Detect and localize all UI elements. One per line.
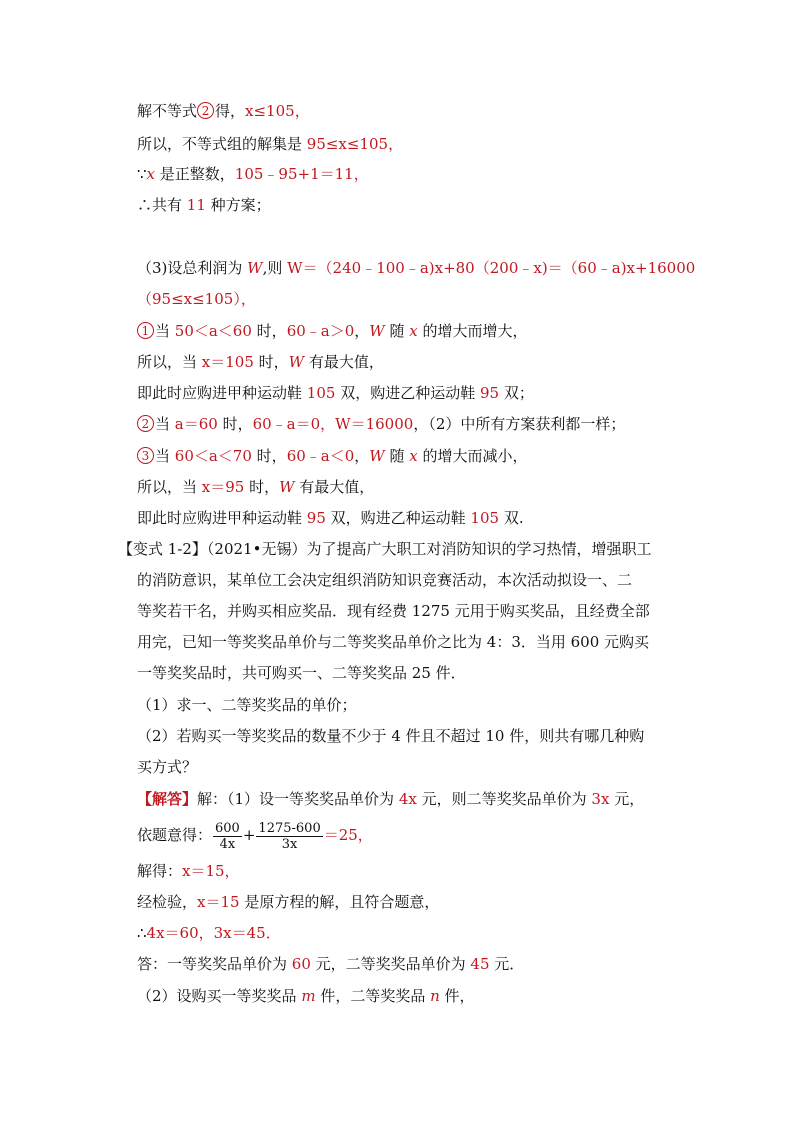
math-expression: 60﹣a＞0 [286, 322, 355, 340]
math-variable: x [146, 165, 156, 183]
text: 双，购进乙种运动鞋 [325, 509, 471, 527]
question-1: （1）求一、二等奖奖品的单价； [137, 696, 357, 714]
text: 当 [155, 415, 175, 433]
text: 双，购进乙种运动鞋 [335, 384, 480, 402]
text: 解不等式 [137, 102, 198, 120]
text: 所以，不等式组的解集是 [137, 135, 307, 153]
text: 经检验， [137, 893, 198, 911]
problem-line-1: 【变式 1-2】（2021•无锡）为了提高广大职工对消防知识的学习热情，增强职工 [118, 540, 652, 558]
solution-line-3 [137, 163, 369, 185]
text: ∴ [137, 924, 147, 942]
math-variable: W [288, 353, 305, 371]
text: 随 [384, 447, 410, 465]
math-expression: 60﹣a＝0，W＝16000 [252, 415, 414, 433]
math-expression: 105﹣95+1＝11， [234, 165, 369, 183]
answer-line-1 [137, 788, 644, 810]
text: 元，二等奖奖品单价为 [310, 955, 471, 973]
text: 时， [217, 415, 253, 433]
text: 种方案； [205, 196, 271, 214]
math-expression: x＝15 [197, 893, 240, 911]
text: 时， [244, 478, 280, 496]
answer-line-4 [137, 891, 439, 913]
fraction-denominator: 4x [219, 836, 236, 852]
question-2-line-2: 买方式？ [137, 758, 198, 776]
number: 95 [479, 384, 500, 402]
problem-line-3: 等奖若干名，并购买相应奖品．现有经费 1275 元用于购买奖品，且经费全部 [137, 602, 650, 620]
answer-line-2 [137, 818, 373, 852]
text: 有最大值， [294, 478, 375, 496]
math-expression: a＝60 [174, 415, 218, 433]
number: 105 [470, 509, 500, 527]
answer-line-5 [137, 922, 281, 944]
answer-line-6 [137, 953, 524, 975]
text: 件，二等奖奖品 [315, 987, 431, 1005]
text: 所以，当 [137, 353, 202, 371]
math-expression: ＝25， [323, 826, 373, 844]
text: 的增大而减小， [417, 447, 528, 465]
text: ，（2）中所有方案获利都一样； [413, 415, 626, 433]
question-2-line-1: （2）若购买一等奖奖品的数量不少于 4 件且不超过 10 件，则共有哪几种购 [137, 727, 645, 745]
fraction-numerator: 600 [215, 820, 240, 836]
solution-line-11 [137, 445, 528, 467]
math-expression: W＝（240﹣100﹣a)x+80（200﹣x)＝（60﹣a)x+16000 [287, 259, 696, 277]
problem-line-2: 的消防意识，某单位工会决定组织消防知识竞赛活动，本次活动拟设一、二 [137, 571, 633, 589]
text: ， [354, 322, 370, 340]
math-variable: W [279, 478, 295, 496]
text: ∴共有 [137, 196, 187, 214]
answer-line-7 [137, 985, 475, 1007]
math-expression: x＝95 [201, 478, 245, 496]
math-variable: W [369, 322, 385, 340]
text: 时， [251, 322, 287, 340]
fraction-numerator: 1275-600 [258, 820, 321, 836]
solution-line-2 [137, 133, 403, 155]
solution-line-1 [137, 100, 310, 122]
number: 11 [186, 196, 206, 214]
text: 答：一等奖奖品单价为 [137, 955, 292, 973]
solution-line-9 [137, 382, 534, 404]
math-expression: 95≤x≤105， [306, 135, 404, 153]
text: 件， [439, 987, 475, 1005]
text: 是正整数， [155, 165, 235, 183]
text: 当 [155, 322, 175, 340]
math-expression: 3x [591, 790, 610, 808]
math-variable: W [247, 259, 263, 277]
math-variable: n [430, 987, 440, 1005]
text: 得， [215, 102, 246, 120]
math-expression: x≤105， [245, 102, 310, 120]
text: 所以，当 [137, 478, 202, 496]
plus-sign: + [242, 826, 256, 844]
math-expression: 60＜a＜70 [174, 447, 252, 465]
problem-line-4: 用完，已知一等奖奖品单价与二等奖奖品单价之比为 4：3．当用 600 元购买 [137, 633, 650, 651]
circled-number-icon: 2 [197, 102, 214, 119]
fraction [213, 821, 242, 852]
number: 95 [306, 509, 326, 527]
text: 随 [384, 322, 410, 340]
fraction-denominator: 3x [281, 836, 298, 852]
math-variable: m [301, 987, 316, 1005]
fraction [256, 821, 322, 852]
solution-line-12 [137, 476, 374, 498]
solution-line-7 [137, 320, 528, 342]
number: 60 [291, 955, 311, 973]
number: 105 [306, 384, 336, 402]
text: 双； [499, 384, 534, 402]
text: （2）设购买一等奖奖品 [137, 987, 302, 1005]
math-variable: x [409, 447, 418, 465]
math-expression: x＝105 [201, 353, 254, 371]
text: （3)设总利润为 [137, 259, 248, 277]
text: 的增大而增大， [417, 322, 528, 340]
problem-line-5: 一等奖奖品时，共可购买一、二等奖奖品 25 件． [137, 664, 466, 682]
math-expression: 4x＝60，3x＝45． [146, 924, 281, 942]
math-expression: 4x [398, 790, 417, 808]
text: 有最大值， [304, 353, 384, 371]
math-variable: W [369, 447, 385, 465]
text: 元， [609, 790, 645, 808]
text: ,则 [262, 259, 288, 277]
math-expression: x＝15， [182, 862, 240, 880]
text: 元． [489, 955, 525, 973]
solution-line-6 [137, 288, 256, 310]
circled-number-icon: 2 [137, 415, 154, 432]
circled-number-icon: 3 [137, 447, 154, 464]
text: 解得： [137, 862, 183, 880]
solution-line-13 [137, 507, 524, 529]
math-expression: 50＜a＜60 [174, 322, 252, 340]
text: 时， [253, 353, 289, 371]
text: 双. [499, 509, 524, 527]
text: 时， [251, 447, 287, 465]
text: 依题意得： [137, 826, 213, 844]
text: 是原方程的解，且符合题意， [239, 893, 440, 911]
text: 即此时应购进甲种运动鞋 [137, 509, 307, 527]
solution-line-5 [137, 257, 695, 279]
solution-line-4 [137, 194, 271, 216]
circled-number-icon: 1 [137, 322, 154, 339]
text: 元，则二等奖奖品单价为 [416, 790, 592, 808]
math-expression: （95≤x≤105）， [137, 290, 256, 308]
text: ， [354, 447, 370, 465]
math-expression: 60﹣a＜0 [286, 447, 355, 465]
text: ∵ [137, 165, 147, 183]
solution-line-10 [137, 413, 625, 435]
number: 45 [470, 955, 490, 973]
answer-line-3 [137, 860, 240, 882]
text: 解：（1）设一等奖奖品单价为 [197, 790, 399, 808]
answer-label: 【解答】 [137, 790, 198, 808]
solution-line-8 [137, 351, 384, 373]
math-variable: x [409, 322, 418, 340]
text: 即此时应购进甲种运动鞋 [137, 384, 307, 402]
text: 当 [155, 447, 175, 465]
